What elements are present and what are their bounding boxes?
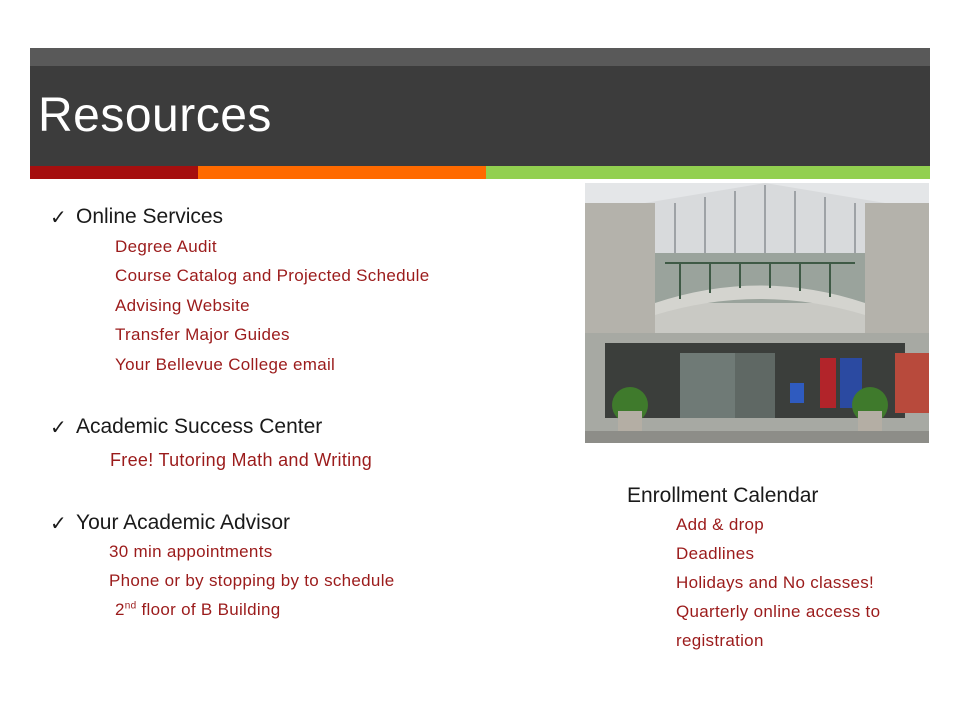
list-item: Free! Tutoring Math and Writing (110, 450, 373, 470)
building-photo (585, 183, 929, 443)
list-item: Transfer Major Guides (115, 325, 290, 344)
slide-title: Resources (38, 89, 272, 142)
section-heading-academic-advisor: Your Academic Advisor (76, 511, 291, 534)
section-heading-academic-success: Academic Success Center (76, 415, 323, 438)
list-item: Advising Website (115, 296, 250, 315)
list-item: Phone or by stopping by to schedule (109, 571, 395, 590)
check-icon: ✓ (50, 513, 67, 535)
floor-number: 2 (115, 600, 125, 619)
check-icon: ✓ (50, 417, 67, 439)
title-top-band (30, 48, 930, 66)
list-item: Course Catalog and Projected Schedule (115, 266, 430, 285)
list-item: Add & drop (676, 515, 765, 534)
floor-suffix: nd (124, 600, 137, 612)
list-item: registration (676, 631, 764, 650)
accent-stripe-red (30, 166, 198, 179)
list-item: Holidays and No classes! (676, 573, 875, 592)
enrollment-calendar-heading: Enrollment Calendar (627, 484, 819, 507)
list-item: Degree Audit (115, 237, 217, 256)
list-item: Quarterly online access to (676, 602, 881, 621)
check-icon: ✓ (50, 207, 67, 229)
accent-stripe-green (486, 166, 930, 179)
section-heading-online-services: Online Services (76, 205, 224, 228)
list-item: Deadlines (676, 544, 755, 563)
accent-stripe-orange (198, 166, 486, 179)
list-item: Your Bellevue College email (115, 355, 336, 374)
list-item: 30 min appointments (109, 542, 273, 561)
floor-text: floor of B Building (136, 600, 281, 619)
list-item-floor (115, 600, 280, 620)
